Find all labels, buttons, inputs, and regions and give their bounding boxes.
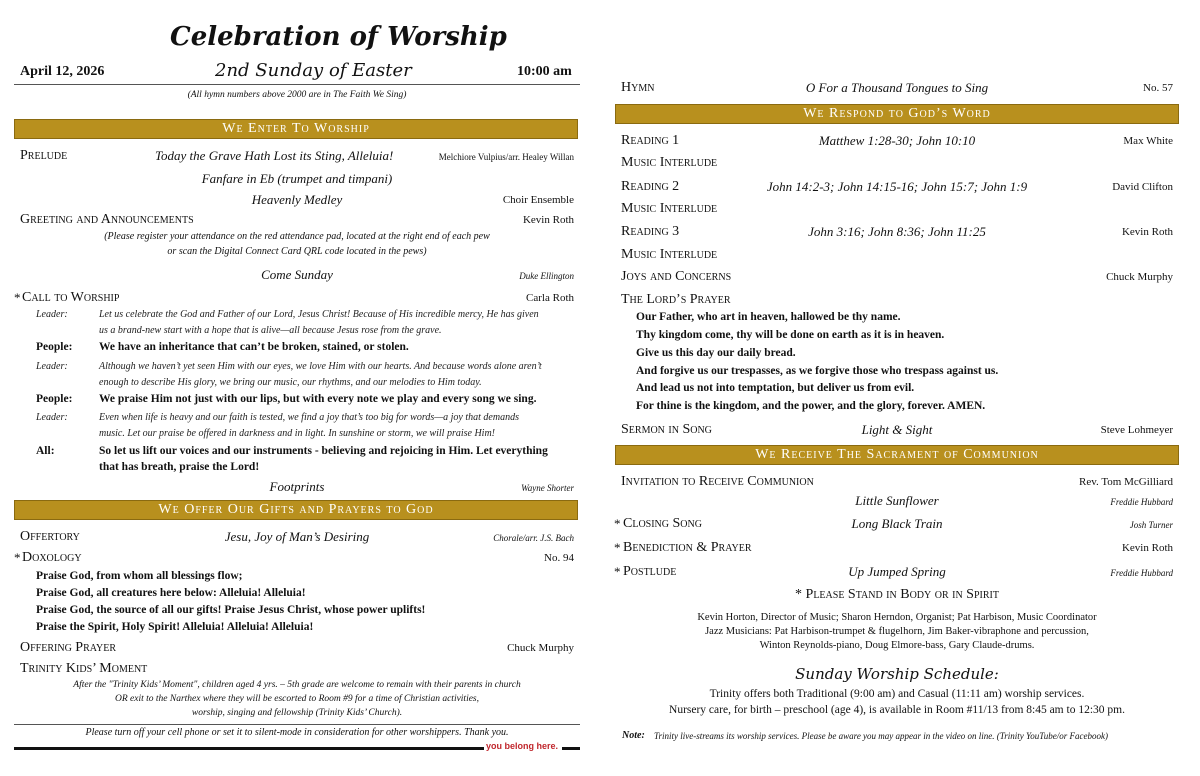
litany-line: We have an inheritance that can’t be broken, stained, or stolen. [99,341,409,353]
stand-marker: * [614,564,621,579]
music-interlude-label: Music Interlude [621,201,718,216]
schedule-title: Sunday Worship Schedule: [795,665,999,683]
litany-line: We praise Him not just with our lips, but with every note we play and every song we sing. [99,393,537,405]
reading-label: Reading 3 [621,224,680,239]
litany-line: So let us lift our voices and our instruments - believing and rejoicing in Him. Let everything [99,445,548,457]
phone-note: Please turn off your cell phone or set it to silent-mode in consideration for other worshippers. Thank you. [85,727,509,738]
greeting-label: Greeting and Announcements [20,212,194,227]
schedule-line: Nursery care, for birth – preschool (age 4), is available in Room #11/13 from 8:45 am to 12:30 pm. [669,704,1125,716]
reading-reader: Kevin Roth [1121,226,1173,238]
closing-song-composer: Josh Turner [1129,520,1173,530]
prayer-line: Give us this day our daily bread. [636,347,796,359]
offertory-title: Jesu, Joy of Man’s Desiring [224,529,370,544]
section-bar-respond: We Respond to God’s Word [615,104,1179,124]
lords-prayer-label: The Lord’s Prayer [621,292,731,307]
greeting-leader: Kevin Roth [522,214,574,226]
litany-line: Let us celebrate the God and Father of our Lord, Jesus Christ! Because of His incredible mercy, He has given [99,309,539,320]
kids-note-3: worship, singing and fellowship (Trinity Kids’ Church). [191,708,403,718]
reading-reference: Matthew 1:28-30; John 10:10 [818,133,976,148]
prayer-line: Our Father, who art in heaven, hallowed be thy name. [636,311,901,323]
litany-line: Although we haven’t yet seen Him with our eyes, we love Him with our hearts. And because words alone aren’t [99,361,542,372]
footer-rule-end [562,747,580,750]
credits-line: Winton Reynolds-piano, Doug Elmore-bass, Gary Claude-drums. [759,640,1035,651]
reading-label: Reading 1 [621,133,680,148]
offertory-composer: Chorale/arr. J.S. Bach [493,533,574,543]
doxology-line: Praise God, the source of all our gifts! Praise Jesus Christ, whose power uplifts! [36,604,426,616]
prayer-line: Thy kingdom come, thy will be done on earth as it is in heaven. [636,329,945,341]
note-label: Note: [622,730,645,741]
greeting-note-1: (Please register your attendance on the red attendance pad, located at the right end of each pew [104,231,490,242]
prayer-line: And lead us not into temptation, but deliver us from evil. [636,382,915,394]
litany-line: Even when life is heavy and our faith is tested, we find a joy that’s too big for words—a joy that demands [99,412,519,423]
hymn-note: (All hymn numbers above 2000 are in The Faith We Sing) [187,90,407,100]
prayer-line: And forgive us our trespasses, as we forgive those who trespass against us. [636,365,999,377]
footprints-composer: Wayne Shorter [521,483,574,493]
prelude-title-1: Today the Grave Hath Lost its Sting, Alleluia! [155,148,394,163]
kids-moment-label: Trinity Kids’ Moment [20,661,148,676]
kids-note-1: After the "Trinity Kids’ Moment", children aged 4 yrs. – 5th grade are welcome to remain with their parents in church [73,680,521,690]
reading-label: Reading 2 [621,179,680,194]
doxology-line: Praise the Spirit, Holy Spirit! Alleluia! Alleluia! Alleluia! [36,621,314,633]
section-bar-enter: We Enter To Worship [14,119,578,139]
tagline: you belong here. [486,741,559,751]
prelude-title-2: Fanfare in Eb (trumpet and timpani) [201,171,393,186]
doxology-number: No. 94 [544,552,574,564]
joys-leader: Chuck Murphy [1106,271,1173,283]
hymn-number: No. 57 [1143,82,1173,94]
invitation-music-title: Little Sunflower [855,493,939,508]
reading-reader: Max White [1123,135,1173,147]
prelude-label: Prelude [20,148,68,163]
litany-line: enough to describe His glory, we bring our music, our rhythms, and our melodies to Him today. [99,377,482,388]
stand-marker: * [14,290,21,305]
prelude-composer-1: Melchiore Vulpius/arr. Healey Willan [438,152,574,162]
litany-role: All: [36,445,55,457]
credits-line: Jazz Musicians: Pat Harbison-trumpet & flugelhorn, Jim Baker-vibraphone and percussion, [705,626,1089,637]
litany-role: People: [36,341,73,353]
reading-reader: David Clifton [1112,181,1173,193]
litany-line: that has breath, praise the Lord! [99,461,260,473]
prelude-title-3: Heavenly Medley [251,192,343,207]
stand-marker: * [614,516,621,531]
music-interlude-label: Music Interlude [621,155,718,170]
invitation-leader: Rev. Tom McGilliard [1079,476,1173,488]
prelude-performer-3: Choir Ensemble [502,194,574,206]
come-sunday-title: Come Sunday [261,267,333,282]
schedule-line: Trinity offers both Traditional (9:00 am) and Casual (11:11 am) worship services. [709,688,1085,700]
litany-role: Leader: [36,412,68,423]
doxology-line: Praise God, from whom all blessings flow; [36,570,243,582]
litany-line: music. Let our praise be offered in darkness and in light. In sunshine or storm, we will praise Him! [99,428,496,439]
music-interlude-label: Music Interlude [621,247,718,262]
stand-marker: * [614,540,621,555]
reading-reference: John 3:16; John 8:36; John 11:25 [808,224,986,239]
benediction-leader: Kevin Roth [1121,542,1173,554]
offertory-label: Offertory [20,529,80,544]
hymn-title: O For a Thousand Tongues to Sing [805,80,989,95]
footer-divider [14,724,580,725]
kids-note-2: OR exit to the Narthex where they will be escorted to Room #9 for a time of Christian activities, [114,694,480,704]
reading-reference: John 14:2-3; John 14:15-16; John 15:7; John 1:9 [766,179,1028,194]
hymn-label: Hymn [621,80,655,95]
service-time: 10:00 am [517,64,572,79]
stand-note: * Please Stand in Body or in Spirit [795,587,999,602]
benediction-label: Benediction & Prayer [623,540,752,555]
closing-song-label: Closing Song [623,516,702,531]
sermon-title: Light & Sight [861,422,933,437]
litany-role: Leader: [36,361,68,372]
call-leader: Carla Roth [526,292,574,304]
stand-marker: * [14,550,21,565]
livestream-note: Trinity live-streams its worship services. Please be aware you may appear in the video on line. (Trinity YouTube/or Facebook) [654,731,1108,741]
credits-line: Kevin Horton, Director of Music; Sharon Herndon, Organist; Pat Harbison, Music Coordinator [697,612,1097,623]
postlude-label: Postlude [623,564,677,579]
section-bar-communion: We Receive The Sacrament of Communion [615,445,1179,465]
doxology-label: Doxology [22,550,82,565]
joys-label: Joys and Concerns [621,269,732,284]
call-to-worship-label: Call to Worship [22,290,120,305]
doxology-line: Praise God, all creatures here below: Alleluia! Alleluia! [36,587,306,599]
header-divider [14,84,580,85]
sermon-performer: Steve Lohmeyer [1100,424,1173,436]
footprints-title: Footprints [269,479,325,494]
closing-song-title: Long Black Train [851,516,943,531]
litany-role: Leader: [36,309,68,320]
come-sunday-composer: Duke Ellington [519,271,574,281]
invitation-music-composer: Freddie Hubbard [1110,497,1173,507]
service-date: April 12, 2026 [20,64,105,79]
footer-rule [14,747,484,750]
invitation-label: Invitation to Receive Communion [621,474,814,489]
offering-prayer-leader: Chuck Murphy [507,642,574,654]
sunday-name: 2nd Sunday of Easter [215,60,412,81]
greeting-note-2: or scan the Digital Connect Card QRL code located in the pews) [167,246,427,257]
section-bar-offer: We Offer Our Gifts and Prayers to God [14,500,578,520]
postlude-composer: Freddie Hubbard [1110,568,1173,578]
page-title: Celebration of Worship [170,22,507,52]
sermon-label: Sermon in Song [621,422,712,437]
litany-role: People: [36,393,73,405]
litany-line: us a brand-new start with a hope that is alive—all because Jesus rose from the grave. [99,325,442,336]
prayer-line: For thine is the kingdom, and the power, and the glory, forever. AMEN. [636,400,986,412]
postlude-title: Up Jumped Spring [848,564,946,579]
offering-prayer-label: Offering Prayer [20,640,117,655]
